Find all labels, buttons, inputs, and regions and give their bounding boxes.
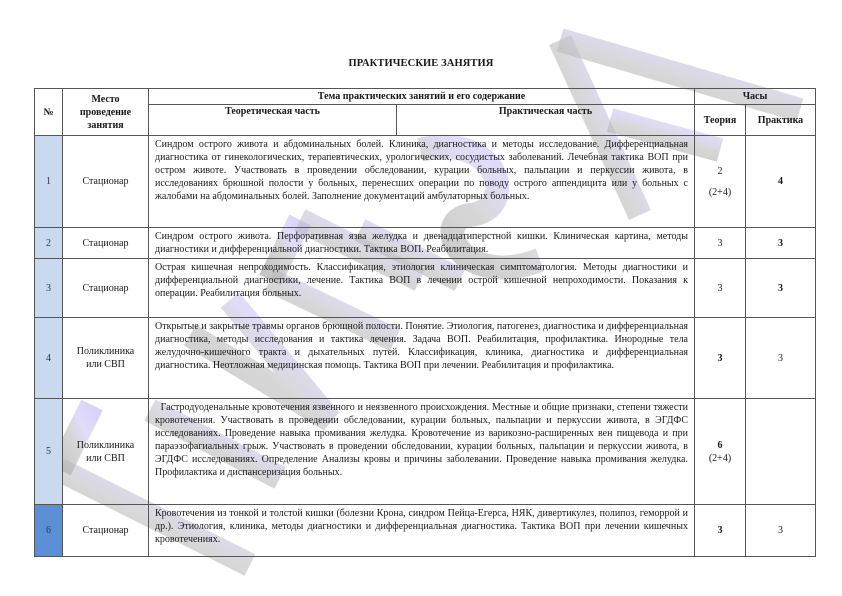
- row-practice-hours: 3: [746, 318, 816, 399]
- header-topic: Тема практических занятий и его содержание: [149, 89, 695, 105]
- row-place: Стационар: [63, 259, 149, 318]
- theory-hours-detail: (2+4): [708, 452, 732, 464]
- row-place: Поликлиника или СВП: [63, 318, 149, 399]
- row-theory-hours: [695, 399, 746, 505]
- row-content: Острая кишечная непроходимость. Классификация, этиология клиническая симптоматология. Методы диагностики и дифференциальной диагностики, лечение. Тактика ВОП в лечении острой кишечной непроходимости. Показания к операции. Реабилитация больных.: [149, 259, 695, 318]
- row-theory-hours: 3: [695, 259, 746, 318]
- row-number: 3: [35, 259, 63, 318]
- header-hours: Часы: [695, 89, 816, 105]
- theory-hours-detail: (2+4): [708, 186, 732, 198]
- row-content: Синдром острого живота и абдоминальных болей. Клиника, диагностика и методы исследование. Дифференциальная диагностика от гинекологических, терапевтических, урологических, сосудистых заболеваний. Лечебная тактика ВОП при остром животе. Участвовать в проведении обследовании, курации больных, пальпации и перкуссии живота, в исследованиях брюшной полости у больных, перенесших операции по поводу острого аппендицита или у больных с жалобами на абдоминальных болей. Заполнение документаций амбулаторных больных.: [149, 136, 695, 228]
- row-number: 4: [35, 318, 63, 399]
- row-theory-hours: 3: [695, 318, 746, 399]
- row-place: Стационар: [63, 505, 149, 557]
- header-number: №: [35, 89, 63, 136]
- row-content: [149, 399, 695, 505]
- row-content: Открытые и закрытые травмы органов брюшной полости. Понятие. Этиология, патогенез, диагностика и дифференциальная диагностика, методы исследования и тактика лечения. Задача ВОП. Реабилитация, профилактика. Инородные тела желудочно-кишечного тракта и дыхательных путей. Классификация, клиника, диагностика и дифференциальная диагностика. Неотложная медицинская помощь. Тактика ВОП при лечении. Реабилитация и профилактика.: [149, 318, 695, 399]
- row-practice-hours: 3: [746, 259, 816, 318]
- header-place: Место проведение занятия: [63, 89, 149, 136]
- row-practice-hours: 4: [746, 136, 816, 228]
- row-number: 2: [35, 228, 63, 259]
- row-number: 6: [35, 505, 63, 557]
- row-place: Стационар: [63, 136, 149, 228]
- row-number: 1: [35, 136, 63, 228]
- table-row: [35, 318, 816, 399]
- row-content-text: Гастродуоденальные кровотечения язвенного и неязвенного происхождения. Местные и общие признаки, степени тяжести кровотечения. Участвовать в проведении обследовании, курации больных, пальпации и перкуссии живота, в ЭГДФС исследованиях. Проведение навыка промивания желудка. Кровотечение из варикозно-расширенных вен пищевода и при параэзофагиальных грыж. Участвовать в проведении обследовании, курации больных, пальпации и перкуссии живота, в ЭГДФС исследованиях. Определение Анализы кровы и причины заболевании. Проведение навыка промивания желудка. Профилактика и диспансеризация больных.: [155, 402, 691, 478]
- table-row: [35, 505, 816, 557]
- row-theory-hours: 3: [695, 228, 746, 259]
- practical-sessions-table: [34, 88, 816, 557]
- row-place: Стационар: [63, 228, 149, 259]
- table-row: [35, 259, 816, 318]
- header-practice-hours: Практика: [746, 105, 816, 136]
- row-theory-hours: 3: [695, 505, 746, 557]
- row-practice-hours: 3: [746, 505, 816, 557]
- theory-hours-value: 6: [717, 439, 723, 451]
- row-practice-hours: 3: [746, 228, 816, 259]
- header-practical-part: Практическая часть: [397, 105, 695, 136]
- row-place: Поликлиника или СВП: [63, 399, 149, 505]
- table-row: [35, 399, 816, 505]
- row-theory-hours: [695, 136, 746, 228]
- header-theory-part: Теоретическая часть: [149, 105, 397, 136]
- theory-hours-value: 2: [717, 165, 723, 177]
- row-number: 5: [35, 399, 63, 505]
- table-row: [35, 136, 816, 228]
- header-theory-hours: Теория: [695, 105, 746, 136]
- table-row: [35, 228, 816, 259]
- row-content: Кровотечения из тонкой и толстой кишки (болезни Крона, синдром Пейца-Егерса, НЯК, дивертикулез, полипоз, геморрой и др.). Этиология, клиника, методы диагностики и дифференциальная диагностика. Тактика ВОП при лечении кишечных кровотечениях.: [149, 505, 695, 557]
- page-title: ПРАКТИЧЕСКИЕ ЗАНЯТИЯ: [348, 58, 494, 69]
- row-content: Синдром острого живота. Перфоративная язва желудка и двенадцатиперстной кишки. Клиническая картина, методы диагностики и дифференциальной диагностики. Тактика ВОП. Реабилитация.: [149, 228, 695, 259]
- row-practice-hours: [746, 399, 816, 505]
